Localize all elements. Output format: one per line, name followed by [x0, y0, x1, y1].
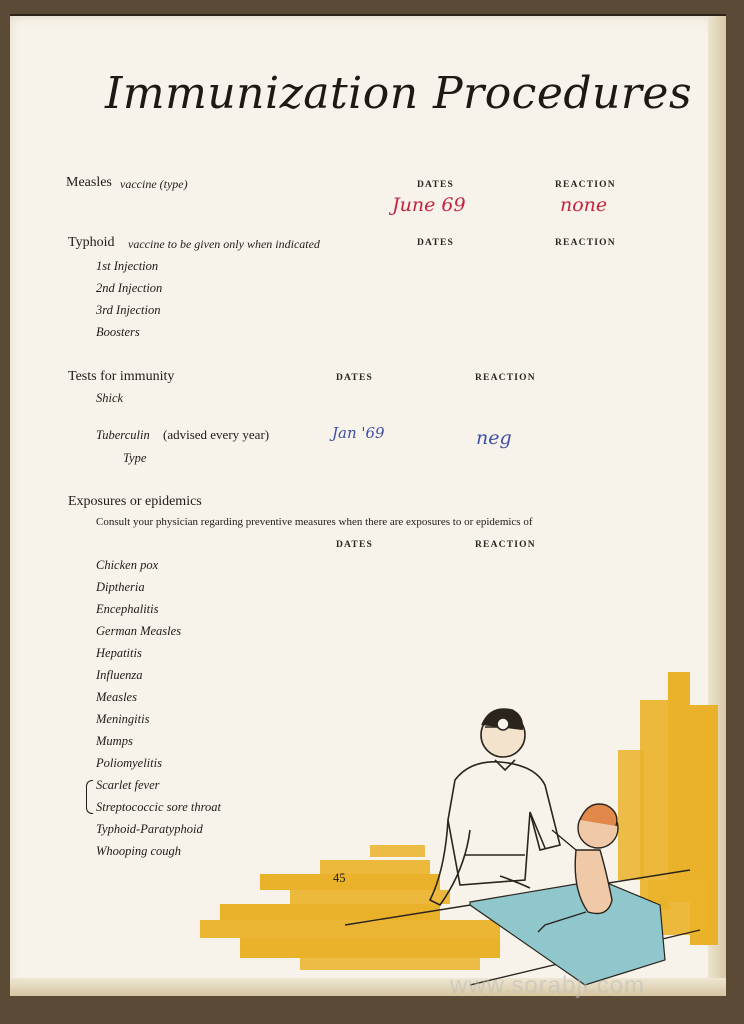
typhoid-note: vaccine to be given only when indicated: [128, 237, 320, 251]
disease-item: Typhoid-Paratyphoid: [96, 822, 203, 836]
exposures-label: Exposures or epidemics: [68, 494, 202, 509]
measles-dates-header: DATES: [417, 180, 454, 190]
typhoid-label: Typhoid: [68, 235, 115, 250]
exposures-note: Consult your physician regarding preventive measures when there are exposures to or epidemics of: [96, 516, 533, 528]
disease-item: Mumps: [96, 734, 133, 748]
disease-item: Encephalitis: [96, 602, 159, 616]
tests-reaction-header: REACTION: [475, 373, 536, 383]
exposures-dates-header: DATES: [336, 540, 373, 550]
disease-item: Scarlet fever: [96, 778, 160, 792]
tuberculin-date-entry: Jan '69: [332, 424, 385, 442]
disease-item: Chicken pox: [96, 558, 159, 572]
disease-item: German Measles: [96, 624, 182, 638]
tuberculin-label: Tuberculin: [96, 428, 150, 442]
disease-item: Streptococcic sore throat: [96, 800, 221, 814]
tests-label: Tests for immunity: [68, 369, 175, 384]
typhoid-row: Boosters: [96, 325, 140, 339]
tuberculin-type-label: Type: [123, 451, 147, 465]
measles-note: vaccine (type): [120, 177, 188, 191]
typhoid-dates-header: DATES: [417, 238, 454, 248]
typhoid-row: 1st Injection: [96, 259, 159, 273]
typhoid-row: 3rd Injection: [96, 303, 161, 317]
shick-label: Shick: [96, 391, 124, 405]
tests-dates-header: DATES: [336, 373, 373, 383]
disease-item: Hepatitis: [96, 646, 142, 660]
disease-item: Poliomyelitis: [96, 756, 162, 770]
typhoid-reaction-header: REACTION: [555, 238, 616, 248]
tuberculin-note: (advised every year): [163, 427, 270, 442]
typhoid-row: 2nd Injection: [96, 281, 163, 295]
disease-item: Diptheria: [96, 580, 145, 594]
exposures-reaction-header: REACTION: [475, 540, 536, 550]
scarlet-strep-brace: [86, 780, 93, 814]
measles-date-entry: June 69: [392, 194, 466, 216]
page-number: 45: [333, 871, 346, 885]
disease-item: Influenza: [96, 668, 143, 682]
measles-reaction-header: REACTION: [555, 180, 616, 190]
tuberculin-reaction-entry: neg: [476, 427, 512, 449]
disease-item: Measles: [96, 690, 137, 704]
doctor-figure: [430, 709, 560, 905]
disease-item: Meningitis: [96, 712, 150, 726]
watermark: www.sorabji.com: [450, 972, 646, 999]
page-title: Immunization Procedures: [105, 68, 693, 119]
measles-label: Measles: [66, 175, 112, 190]
disease-item: Whooping cough: [96, 844, 182, 858]
measles-reaction-entry: none: [560, 194, 608, 216]
